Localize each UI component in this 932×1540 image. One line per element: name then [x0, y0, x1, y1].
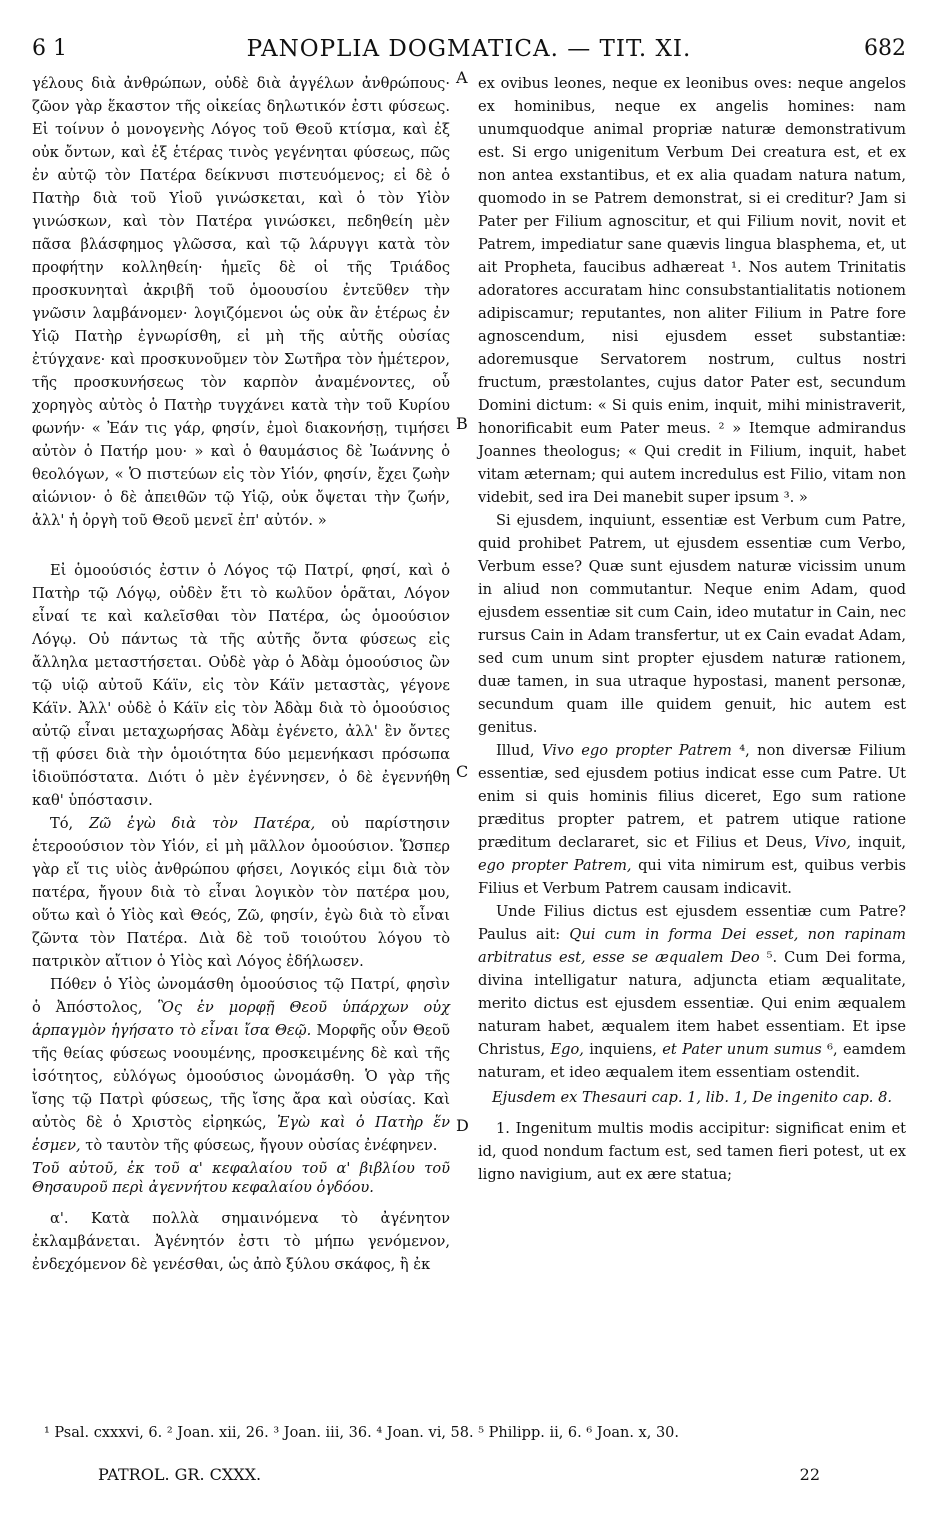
latin-column: [478, 72, 906, 1186]
footer-sheet-number: 22: [799, 1465, 820, 1484]
latin-paragraph-2: Si ejusdem, inquiunt, essentiæ est Verbum cum Patre, quid prohibet Patrem, ut ejusdem essentiæ cum Verbo, Verbum esse? Quæ sunt ejusdem naturæ vicissim unum in aliud non commutantur. Neque enim Adam, quod ejusdem essentiæ sit cum Cain, ideo mutatur in Cain, nec rursus Cain in Adam transfertur, ut ex Cain evadat Adam, sed cum unum sint propter ejusdem naturæ rationem, duæ tamen, in sua utraque hypostasi, manent personæ, secundum quam ille quidem genuit, hic autem est genitus.: [478, 512, 906, 736]
greek-paragraph-2: Εἰ ὁμοούσιός ἐστιν ὁ Λόγος τῷ Πατρί, φησί, καὶ ὁ Πατὴρ τῷ Λόγῳ, οὐδὲν ἔτι τὸ κωλῦον ὁρᾶται, Λόγον εἶναί τε καὶ καλεῖσθαι τὸν Πατέρα, ὡς ὁμοούσιον Λόγῳ. Οὐ πάντως τὰ τῆς αὐτῆς ὄντα φύσεως εἰς ἄλληλα μεταστήσεται. Οὐδὲ γὰρ ὁ Ἀδὰμ ὁμοούσιος ὢν τῷ υἱῷ αὐτοῦ Κάϊν, εἰς τὸν Κάϊν μεταστὰς, γέγονε Κάϊν. Ἀλλ' οὐδὲ ὁ Κάϊν εἰς τὸν Ἀδὰμ διὰ τὸ ὁμοούσιος αὐτῷ εἶναι μεταχωρήσας Ἀδὰμ ἐγένετο, ἀλλ' ἓν ὄντες τῇ φύσει διὰ τὴν ὁμοιότητα δύο μεμενήκασι πρόσωπα ἰδιοϋπόστατα. Διότι ὁ μὲν ἐγέννησεν, ὁ δὲ ἐγεννήθη καθ' ὑπόστασιν.: [32, 562, 450, 809]
margin-marker-d: D: [456, 1116, 469, 1135]
greek-column: [32, 72, 450, 1276]
margin-marker-c: C: [456, 762, 469, 781]
footer-series: PATROL. GR. CXXX.: [98, 1465, 262, 1484]
footnotes: ¹ Psal. cxxxvi, 6. ² Joan. xii, 26. ³ Joan. iii, 36. ⁴ Joan. vi, 58. ⁵ Philipp. ii, 6. ⁶ Joan. x, 30.: [44, 1425, 679, 1441]
latin-paragraph-4: Unde Filius dictus est ejusdem essentiæ cum Patre? Paulus ait: Qui cum in forma Dei esset, non rapinam arbitratus est, esse se æqualem Deo ⁵. Cum Dei forma, divina intelligatur natura, adjuncta etiam æqualitate, merito dictus est ejusdem essentiæ. Qui enim æqualem naturam habet, æqualem item habet essentiam. Et ipse Christus, Ego, inquiens, et Pater unum sumus ⁶, eamdem naturam, et ideo æqualem item essentiam ostendit.: [478, 903, 907, 1081]
latin-section-heading: Ejusdem ex Thesauri cap. 1, lib. 1, De ingenito cap. 8.: [491, 1089, 893, 1106]
greek-section-heading: Τοῦ αὐτοῦ, ἐκ τοῦ α' κεφαλαίου τοῦ α' βιβλίου τοῦ Θησαυροῦ περὶ ἀγεννήτου κεφαλαίου ὀγδόου.: [32, 1160, 450, 1196]
margin-marker-a: A: [456, 68, 468, 87]
page-footer: [98, 1465, 820, 1484]
margin-marker-b: B: [456, 414, 468, 433]
greek-paragraph-4: Πόθεν ὁ Υἱὸς ὠνομάσθη ὁμοούσιος τῷ Πατρί, φησὶν ὁ Ἀπόστολος, Ὃς ἐν μορφῇ Θεοῦ ὑπάρχων οὐχ ἁρπαγμὸν ἡγήσατο τὸ εἶναι ἴσα Θεῷ. Μορφῆς οὖν Θεοῦ τῆς θείας φύσεως νοουμένης, προσκειμένης δὲ καὶ τῆς ἰσότητος, εὐλόγως ὁμοούσιος ὠνομάσθη. Ὁ γὰρ τῆς ἴσης τῷ Πατρὶ φύσεως, τῆς ἴσης ἄρα καὶ οὐσίας. Καὶ αὐτὸς δὲ ὁ Χριστὸς εἰρηκώς, Ἐγὼ καὶ ὁ Πατὴρ ἕν ἐσμεν, τὸ ταυτὸν τῆς φύσεως, ἤγουν οὐσίας ἐνέφηνεν.: [32, 976, 451, 1154]
column-number-left: 6 1: [32, 36, 67, 61]
greek-paragraph-1: γέλους διὰ ἀνθρώπων, οὐδὲ διὰ ἀγγέλων ἀνθρώπους· ζῶον γὰρ ἕκαστον τῆς οἰκείας δηλωτικόν ἐστι φύσεως. Εἰ τοίνυν ὁ μονογενὴς Λόγος τοῦ Θεοῦ κτίσμα, καὶ ἐξ οὐκ ὄντων, καὶ ἐξ ἑτέρας τινὸς γεγένηται φύσεως, πῶς ἐν αὐτῷ τὸν Πατέρα δείκνυσι πιστευόμενος; εἰ δὲ ὁ Πατὴρ διὰ τοῦ Υἱοῦ γινώσκεται, καὶ ὁ τὸν Υἱὸν γινώσκων, καὶ τὸν Πατέρα γινώσκει, πεδηθείη μὲν πᾶσα βλάσφημος γλῶσσα, καὶ τῷ λάρυγγι κατὰ τὸν προφήτην κολληθείη· ἡμεῖς δὲ οἱ τῆς Τριάδος προσκυνηταὶ ἀκριβῆ τοῦ ὁμοουσίου ἐντεῦθεν τὴν γνῶσιν λαμβάνομεν· λογιζόμενοι ὡς οὐκ ἂν ἑτέρως ἐν Υἱῷ Πατὴρ ἐγνωρίσθη, εἰ μὴ τῆς αὐτῆς οὐσίας ἐτύγχανε· καὶ προσκυνοῦμεν τὸν Σωτῆρα τὸν ἡμέτερον, τῆς προσκυνήσεως τὸν καρπὸν ἀναμένοντες, οὗ χορηγὸς αὐτὸς ὁ Πατὴρ τυγχάνει κατὰ τὴν τοῦ Κυρίου φωνήν· « Ἐάν τις γάρ, φησίν, ἐμοὶ διακονήσῃ, τιμήσει αὐτὸν ὁ Πατήρ μου· » καὶ ὁ θαυμάσιος δὲ Ἰωάννης ὁ θεολόγων, « Ὁ πιστεύων εἰς τὸν Υἱόν, φησίν, ἔχει ζωὴν αἰώνιον· ὁ δὲ ἀπειθῶν τῷ Υἱῷ, οὐκ ὄψεται τὴν ζωήν, ἀλλ' ἡ ὀργὴ τοῦ Θεοῦ μενεῖ ἐπ' αὐτόν. »: [32, 75, 450, 529]
latin-paragraph-5: 1. Ingenitum multis modis accipitur: significat enim et id, quod nondum factum est, sed tamen fieri potest, ut ex ligno navigium, aut ex ære statua;: [478, 1120, 906, 1183]
column-number-right: 682: [864, 36, 906, 61]
latin-paragraph-3: Illud, Vivo ego propter Patrem ⁴, non diversæ Filium essentiæ, sed ejusdem potius indicat esse cum Patre. Ut enim si quis hominis filius diceret, Ego sum ratione præditus propter patrem, et patrem utique ratione præditum declararet, sic et Filius et Deus, Vivo, inquit, ego propter Patrem, qui vita nimirum est, quibus verbis Filius et Verbum Patrem causam indicavit.: [478, 742, 906, 897]
greek-paragraph-5: α'. Κατὰ πολλὰ σημαινόμενα τὸ ἀγένητον ἐκλαμβάνεται. Ἀγένητόν ἐστι τὸ μήπω γενόμενον, ἐνδεχόμενον δὲ γενέσθαι, ὡς ἀπὸ ξύλου σκάφος, ἢ ἐκ: [32, 1210, 450, 1273]
greek-paragraph-3: Τό, Ζῶ ἐγὼ διὰ τὸν Πατέρα, οὐ παρίστησιν ἑτεροούσιον τὸν Υἱόν, εἰ μὴ μᾶλλον ὁμοούσιον. Ὥσπερ γὰρ εἴ τις υἱὸς ἀνθρώπου φήσει, Λογικός εἰμι διὰ τὸν πατέρα, ἤγουν διὰ τὸ εἶναι λογικὸν τὸν πατέρα μου, οὕτω καὶ ὁ Υἱὸς καὶ Θεός, Ζῶ, φησίν, ἐγὼ διὰ τὸ εἶναι ζῶντα τὸν Πατέρα. Διὰ δὲ τοῦ τοιούτου λόγου τὸ πατρικὸν αἴτιον ὁ Υἱὸς καὶ Λόγος ἐδήλωσεν.: [32, 815, 450, 970]
running-title: PANOPLIA DOGMATICA. — TIT. XI.: [246, 36, 692, 62]
latin-paragraph-1: ex ovibus leones, neque ex leonibus oves: neque angelos ex hominibus, neque ex angelis homines: nam unumquodque animal propriæ naturæ demonstrativum est. Si ergo unigenitum Verbum Dei creatura est, et ex non antea exstantibus, et ex alia quadam natura natum, quomodo in se Patrem demonstrat, si ei creditur? Jam si Pater per Filium agnoscitur, et qui Filium novit, novit et Patrem, impediatur sane quævis lingua blasphema, et, ut ait Propheta, faucibus adhæreat ¹. Nos autem Trinitatis adoratores accuratam hinc consubstantialitatis notionem adipiscamur; reputantes, non aliter Filium in Patre fore agnoscendum, nisi ejusdem esset substantiæ: adoremusque Servatorem nostrum, cultus nostri fructum, præstolantes, cujus dator Pater est, secundum Domini dictum: « Si quis enim, inquit, mihi ministraverit, honorificabit eum Pater meus. ² » Itemque admirandus Joannes theologus; « Qui credit in Filium, inquit, habet vitam æternam; qui autem incredulus est Filio, vitam non videbit, sed ira Dei manebit super ipsum ³. »: [478, 75, 906, 506]
page-header: [32, 36, 906, 66]
